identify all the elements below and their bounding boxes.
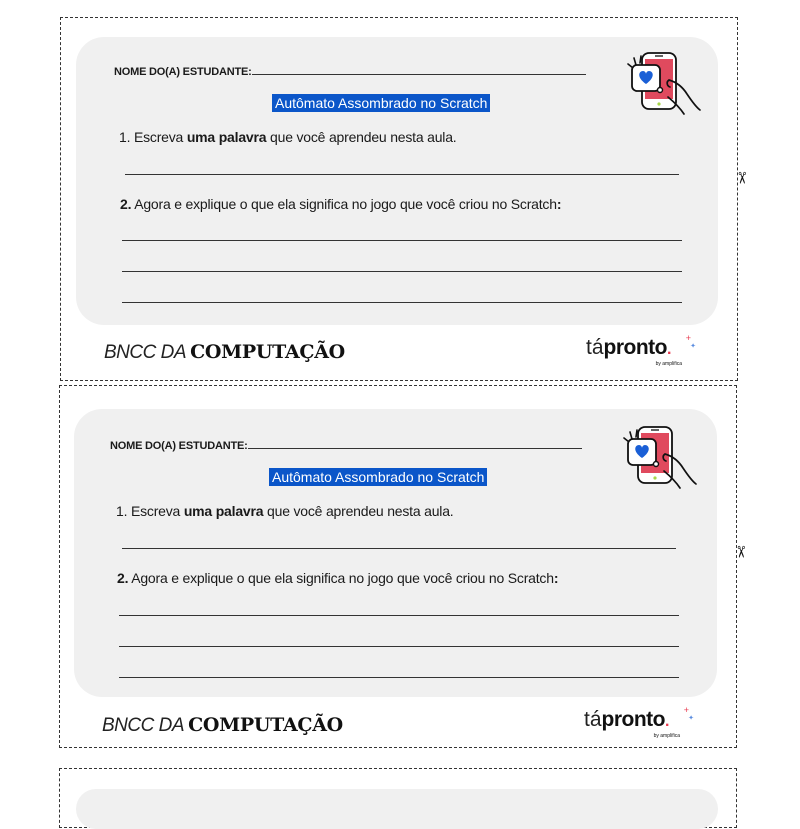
sparkle-small-icon: ✦ (690, 343, 696, 350)
worksheet-card-3 (76, 789, 718, 829)
question-1-text-2: 1. Escreva uma palavra que você aprendeu nesta aula. (116, 503, 454, 519)
bncc-footer-2: BNCC DA COMPUTAÇÃO (102, 714, 343, 736)
question-2-text-1: 2. Agora e explique o que ela significa no jogo que você criou no Scratch: (120, 196, 562, 212)
sparkle-icon: + (685, 333, 691, 343)
phone-heart-illustration-icon (620, 424, 702, 490)
answer-line-q2b-1[interactable] (122, 271, 682, 272)
ta-pronto-logo-1: tápronto. + ✦ by amplifica (586, 333, 696, 367)
ta-pronto-logo-2: tápronto. + ✦ by amplifica (584, 705, 694, 739)
answer-line-q2a-1[interactable] (122, 240, 682, 241)
answer-line-q1-2[interactable] (122, 548, 676, 549)
question-1-text-1: 1. Escreva uma palavra que você aprendeu nesta aula. (119, 129, 457, 145)
student-name-blank[interactable] (248, 438, 582, 449)
answer-line-q1-1[interactable] (125, 174, 679, 175)
sparkle-small-icon: ✦ (688, 715, 694, 722)
worksheet-card-1 (76, 37, 718, 325)
scissors-icon-1: ✂ (732, 171, 750, 185)
bncc-footer-1: BNCC DA COMPUTAÇÃO (104, 341, 345, 363)
question-2-text-2: 2. Agora e explique o que ela significa no jogo que você criou no Scratch: (117, 570, 559, 586)
student-name-blank[interactable] (252, 64, 586, 75)
answer-line-q2c-2[interactable] (119, 677, 679, 678)
answer-line-q2c-1[interactable] (122, 302, 682, 303)
sparkle-icon: + (683, 705, 689, 715)
student-name-label: NOME DO(A) ESTUDANTE: (114, 66, 252, 78)
student-name-label: NOME DO(A) ESTUDANTE: (110, 440, 248, 452)
student-name-field-1[interactable] (114, 64, 586, 78)
answer-line-q2b-2[interactable] (119, 646, 679, 647)
phone-heart-illustration-icon (624, 50, 706, 116)
scissors-icon-2: ✂ (731, 545, 749, 559)
activity-title-2: Autômato Assombrado no Scratch (269, 468, 487, 486)
answer-line-q2a-2[interactable] (119, 615, 679, 616)
activity-title-1: Autômato Assombrado no Scratch (272, 94, 490, 112)
student-name-field-2[interactable] (110, 438, 582, 452)
